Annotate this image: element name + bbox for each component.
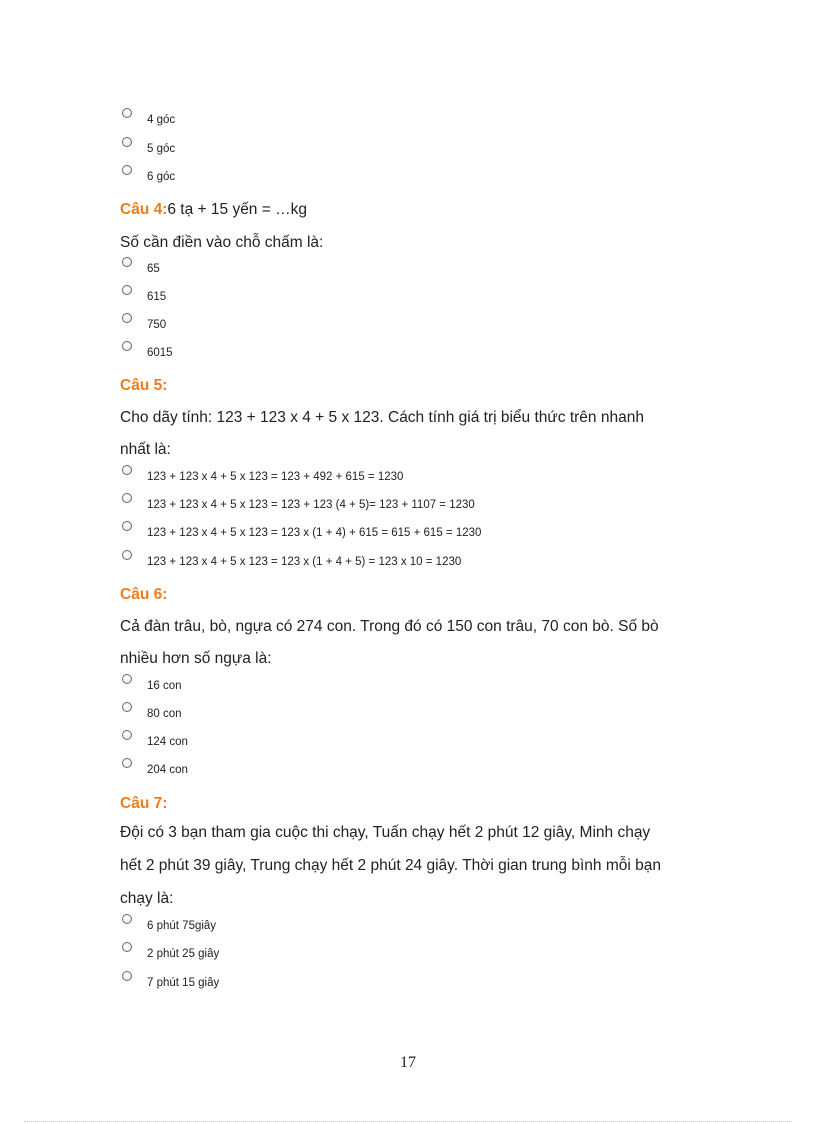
q5-heading [120,377,167,395]
radio-button[interactable] [122,550,132,560]
q7-text-line-2: hết 2 phút 39 giây, Trung chạy hết 2 phút 24 giây. Thời gian trung bình mỗi bạn [120,857,661,874]
question-label: Câu 7: [120,795,168,812]
radio-button[interactable] [122,758,132,768]
option-label: 2 phút 25 giây [147,948,220,960]
q6-text-line-2: nhiều hơn số ngựa là: [120,650,272,667]
page-divider [24,1121,792,1122]
question-label: Câu 4: [120,201,168,218]
radio-button[interactable] [122,465,132,475]
radio-button[interactable] [122,285,132,295]
radio-button[interactable] [122,257,132,267]
option-label: 124 con [147,736,188,748]
radio-button[interactable] [122,341,132,351]
option-label: 80 con [147,708,182,720]
q4-prompt: Số cần điền vào chỗ chấm là: [120,234,324,251]
option-label: 6 phút 75giây [147,920,217,932]
question-label: Câu 5: [120,377,168,394]
radio-button[interactable] [122,521,132,531]
q4-heading [120,201,307,219]
radio-button[interactable] [122,313,132,323]
option-label: 750 [147,319,167,331]
option-label: 16 con [147,680,182,692]
q7-heading [120,795,167,813]
radio-button[interactable] [122,702,132,712]
radio-button[interactable] [122,942,132,952]
option-label: 7 phút 15 giây [147,977,220,989]
q6-heading [120,586,167,604]
q7-text-line-3: chạy là: [120,890,174,907]
q5-text-line-2: nhất là: [120,441,171,458]
option-label: 123 + 123 x 4 + 5 x 123 = 123 + 492 + 615 = 1230 [147,471,404,483]
radio-button[interactable] [122,971,132,981]
question-title: 6 tạ + 15 yến = …kg [167,201,307,218]
option-label: 123 + 123 x 4 + 5 x 123 = 123 x (1 + 4) + 615 = 615 + 615 = 1230 [147,527,482,539]
radio-button[interactable] [122,730,132,740]
option-label: 6 góc [147,171,176,183]
radio-button[interactable] [122,108,132,118]
option-label: 123 + 123 x 4 + 5 x 123 = 123 + 123 (4 + 5)= 123 + 1107 = 1230 [147,499,475,511]
option-label: 5 góc [147,143,176,155]
radio-button[interactable] [122,674,132,684]
q6-text-line-1: Cả đàn trâu, bò, ngựa có 274 con. Trong đó có 150 con trâu, 70 con bò. Số bò [120,618,659,635]
option-label: 6015 [147,347,173,359]
option-label: 204 con [147,764,188,776]
option-label: 123 + 123 x 4 + 5 x 123 = 123 x (1 + 4 + 5) = 123 x 10 = 1230 [147,556,462,568]
option-label: 615 [147,291,167,303]
option-label: 4 góc [147,114,176,126]
radio-button[interactable] [122,914,132,924]
radio-button[interactable] [122,493,132,503]
radio-button[interactable] [122,165,132,175]
q5-text-line-1: Cho dãy tính: 123 + 123 x 4 + 5 x 123. Cách tính giá trị biểu thức trên nhanh [120,409,644,426]
option-label: 65 [147,263,160,275]
page-number: 17 [400,1054,416,1071]
question-label: Câu 6: [120,586,168,603]
q7-text-line-1: Đội có 3 bạn tham gia cuộc thi chạy, Tuấn chạy hết 2 phút 12 giây, Minh chạy [120,824,651,841]
radio-button[interactable] [122,137,132,147]
